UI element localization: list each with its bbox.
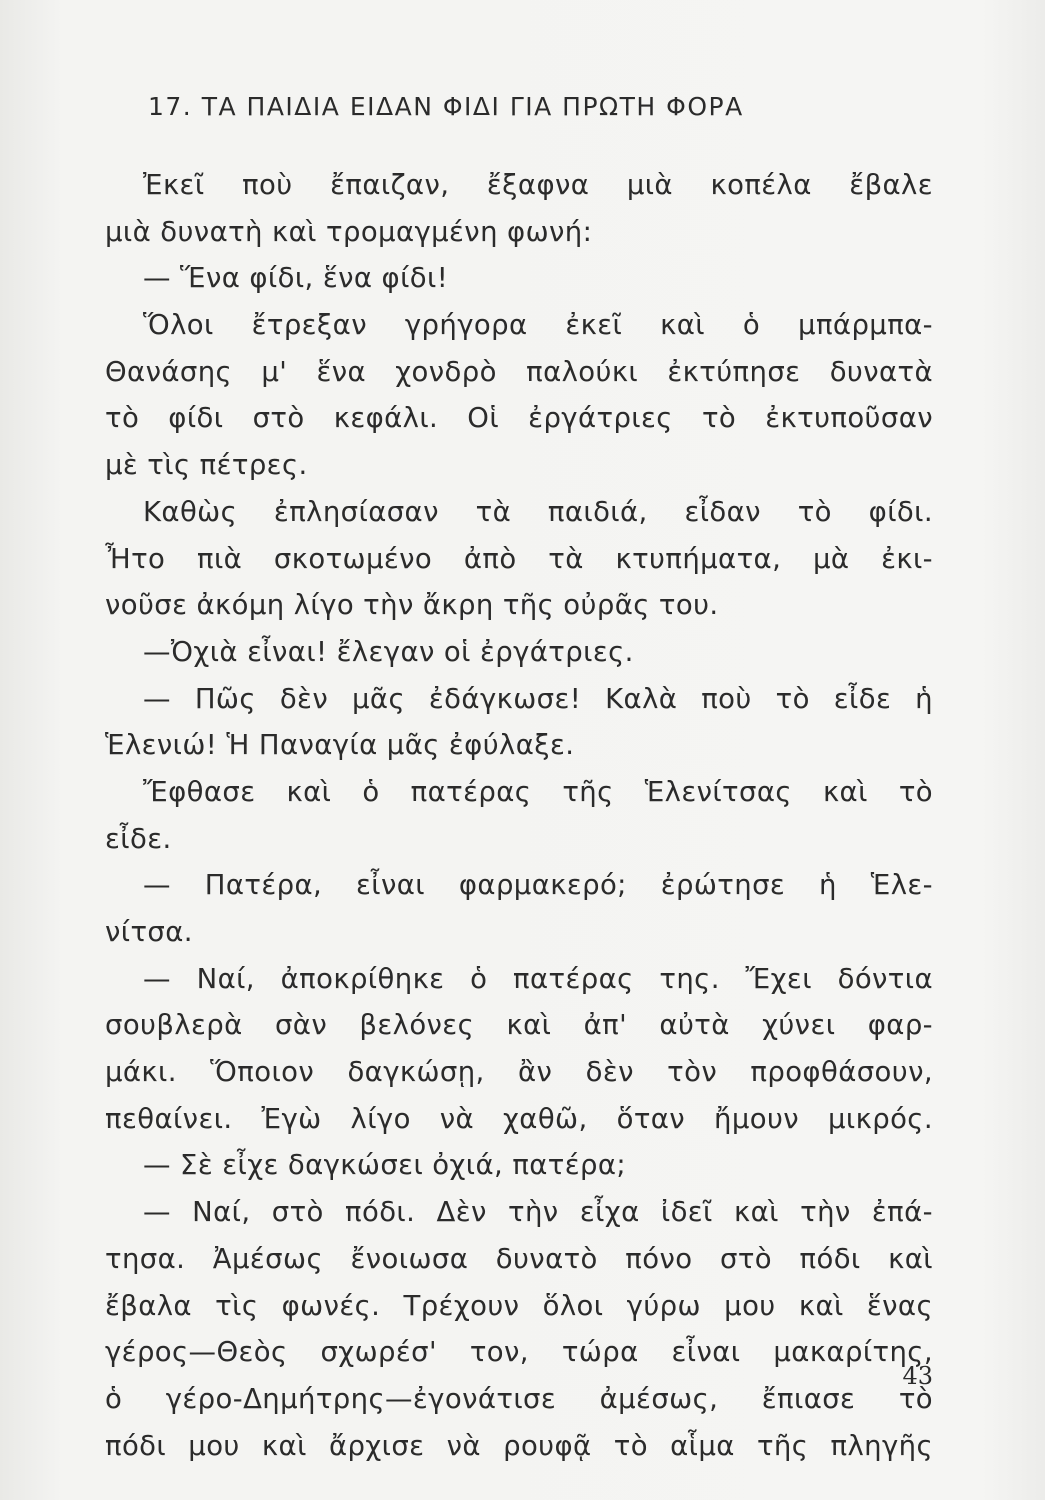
chapter-body <box>105 162 933 1469</box>
text-line: μιὰ δυνατὴ καὶ τρομαγμένη φωνή: <box>105 215 593 248</box>
text-line: Ἐκεῖ ποὺ ἔπαιζαν, ἔξαφνα μιὰ κοπέλα ἔβαλε <box>143 169 933 201</box>
text-line: Θανάσης μ' ἕνα χονδρὸ παλούκι ἐκτύπησε δυνατὰ <box>105 355 933 388</box>
text-line: ὁ γέρο-Δημήτρης—ἐγονάτισε ἀμέσως, ἔπιασε τὸ <box>105 1382 933 1415</box>
text-line: — Ναί, στὸ πόδι. Δὲν τὴν εἶχα ἰδεῖ καὶ τὴν ἐπά- <box>143 1196 933 1229</box>
text-line: μάκι. Ὅποιον δαγκώσῃ, ἂν δὲν τὸν προφθάσουν, <box>105 1056 933 1089</box>
text-line: εἶδε. <box>105 822 172 855</box>
text-line: Ἦτο πιὰ σκοτωμένο ἀπὸ τὰ κτυπήματα, μὰ ἐκι- <box>105 542 933 575</box>
text-line: νοῦσε ἀκόμη λίγο τὴν ἄκρη τῆς οὐρᾶς του. <box>105 589 719 622</box>
text-line: τησα. Ἀμέσως ἔνοιωσα δυνατὸ πόνο στὸ πόδι καὶ <box>105 1242 933 1275</box>
text-line: Ἔφθασε καὶ ὁ πατέρας τῆς Ἑλενίτσας καὶ τὸ <box>143 775 933 808</box>
chapter-title: 17. ΤΑ ΠΑΙΔΙΑ ΕΙΔΑΝ ΦΙΔΙ ΓΙΑ ΠΡΩΤΗ ΦΟΡΑ <box>148 92 744 121</box>
text-line: τὸ φίδι στὸ κεφάλι. Οἱ ἐργάτριες τὸ ἐκτυποῦσαν <box>105 402 933 435</box>
text-line: — Σὲ εἶχε δαγκώσει ὀχιά, πατέρα; <box>143 1149 627 1182</box>
text-line: νίτσα. <box>105 916 193 948</box>
text-line: Ὅλοι ἔτρεξαν γρήγορα ἐκεῖ καὶ ὁ μπάρμπα- <box>143 309 933 342</box>
text-line: μὲ τὶς πέτρες. <box>105 449 308 482</box>
text-line: — Πατέρα, εἶναι φαρμακερό; ἐρώτησε ἡ Ἑλε- <box>143 869 933 902</box>
page-number: 43 <box>902 1362 933 1390</box>
text-line: γέρος—Θεὸς σχωρέσ' τον, τώρα εἶναι μακαρίτης, <box>105 1336 933 1369</box>
text-line: σουβλερὰ σὰν βελόνες καὶ ἀπ' αὐτὰ χύνει φαρ- <box>105 1009 933 1042</box>
text-line: πεθαίνει. Ἐγὼ λίγο νὰ χαθῶ, ὅταν ἤμουν μικρός. <box>105 1102 933 1135</box>
text-line: ἔβαλα τὶς φωνές. Τρέχουν ὅλοι γύρω μου καὶ ἕνας <box>105 1289 933 1322</box>
text-line: — Ναί, ἀποκρίθηκε ὁ πατέρας της. Ἔχει δόντια <box>143 962 933 995</box>
text-line: — Πῶς δὲν μᾶς ἐδάγκωσε! Καλὰ ποὺ τὸ εἶδε ἡ <box>143 682 933 715</box>
text-line: — Ἕνα φίδι, ἕνα φίδι! <box>143 262 449 295</box>
text-line: πόδι μου καὶ ἄρχισε νὰ ρουφᾷ τὸ αἷμα τῆς πληγῆς <box>105 1429 933 1462</box>
text-line: —Ὀχιὰ εἶναι! ἔλεγαν οἱ ἐργάτριες. <box>143 635 634 668</box>
text-line: Ἑλενιώ! Ἡ Παναγία μᾶς ἐφύλαξε. <box>105 729 575 762</box>
text-line: Καθὼς ἐπλησίασαν τὰ παιδιά, εἶδαν τὸ φίδι. <box>143 495 933 528</box>
